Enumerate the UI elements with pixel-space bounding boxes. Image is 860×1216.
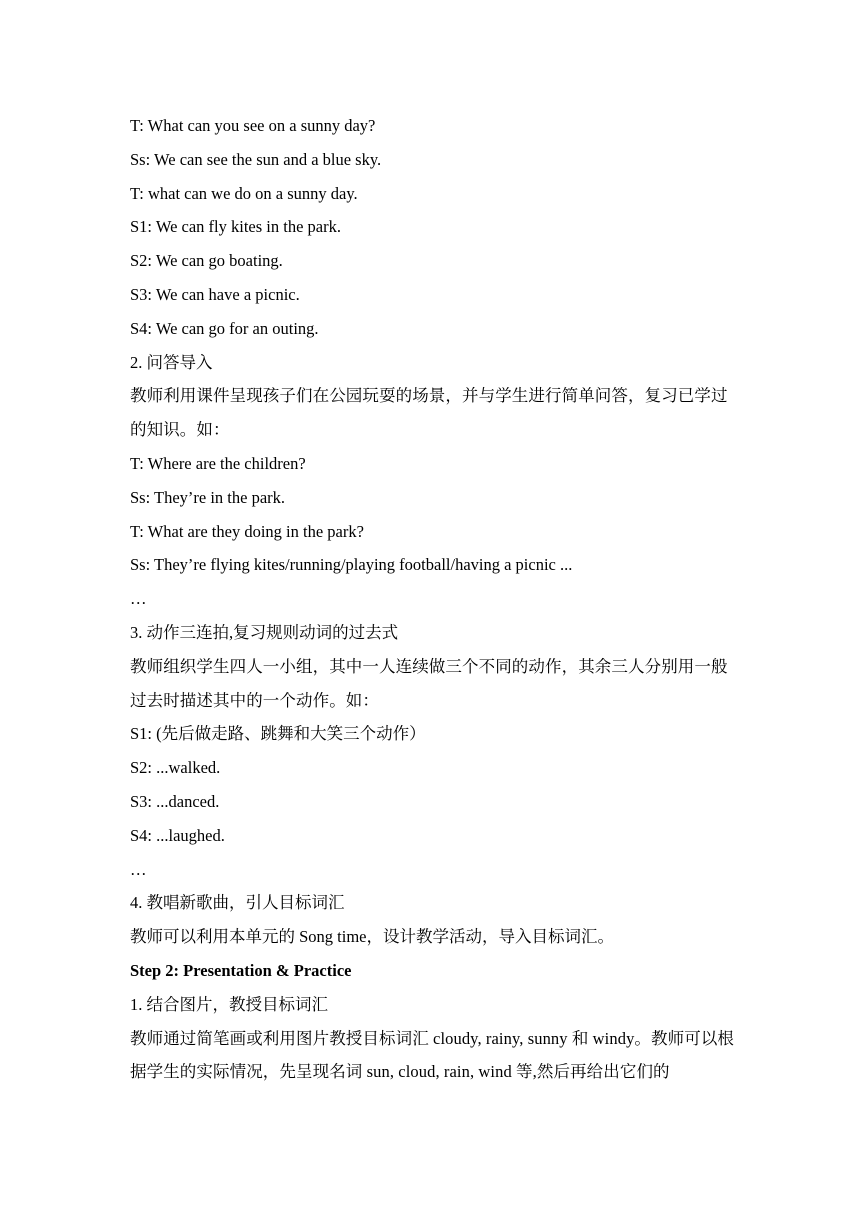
dialogue-line-student-1: S1: We can fly kites in the park. <box>130 217 341 237</box>
dialogue-line-student-4: S4: ...laughed. <box>130 825 225 845</box>
dialogue-line-teacher: T: What can you see on a sunny day? <box>130 116 376 135</box>
paragraph-action-description: 教师组织学生四人一小组，其中一人连续做三个不同的动作，其余三人分别用一般过去时描述其中的一个动作。如： <box>130 656 728 710</box>
dialogue-line-teacher: T: Where are the children? <box>130 453 306 473</box>
dialogue-line-student-2: S2: We can go boating. <box>130 251 283 271</box>
paragraph-qa-description: 教师利用课件呈现孩子们在公园玩耍的场景，并与学生进行简单问答，复习已学过的知识。如： <box>130 386 728 440</box>
section-heading-vocabulary: 1. 结合图片，教授目标词汇 <box>130 994 328 1014</box>
section-heading-qa-intro: 2. 问答导入 <box>130 352 213 372</box>
dialogue-line-students: Ss: They’re flying kites/running/playing football/having a picnic ... <box>130 555 573 575</box>
dialogue-line-teacher: T: What are they doing in the park? <box>130 521 364 541</box>
ellipsis-line: … <box>130 589 147 609</box>
section-heading-action-triple: 3. 动作三连拍,复习规则动词的过去式 <box>130 622 399 642</box>
dialogue-line-teacher: T: what can we do on a sunny day. <box>130 183 358 203</box>
dialogue-line-student-3: S3: We can have a picnic. <box>130 284 300 304</box>
dialogue-line-student-4: S4: We can go for an outing. <box>130 318 319 338</box>
dialogue-line-students: Ss: We can see the sun and a blue sky. <box>130 149 382 169</box>
section-heading-song: 4. 教唱新歌曲，引人目标词汇 <box>130 893 345 913</box>
step-heading-presentation: Step 2: Presentation & Practice <box>130 960 352 980</box>
dialogue-line-student-1: S1: (先后做走路、跳舞和大笑三个动作） <box>130 724 426 744</box>
dialogue-line-student-3: S3: ...danced. <box>130 791 220 811</box>
dialogue-line-student-2: S2: ...walked. <box>130 758 221 778</box>
ellipsis-line: … <box>130 859 147 879</box>
paragraph-song-description: 教师可以利用本单元的 Song time，设计教学活动，导入目标词汇。 <box>130 927 615 947</box>
paragraph-vocabulary-description: 教师通过简笔画或利用图片教授目标词汇 cloudy, rainy, sunny 和 windy。教师可以根据学生的实际情况，先呈现名词 sun, cloud, rain, wind 等,然后再给出它们的 <box>130 1028 735 1082</box>
dialogue-line-students: Ss: They’re in the park. <box>130 487 286 507</box>
document-body <box>130 109 734 1089</box>
